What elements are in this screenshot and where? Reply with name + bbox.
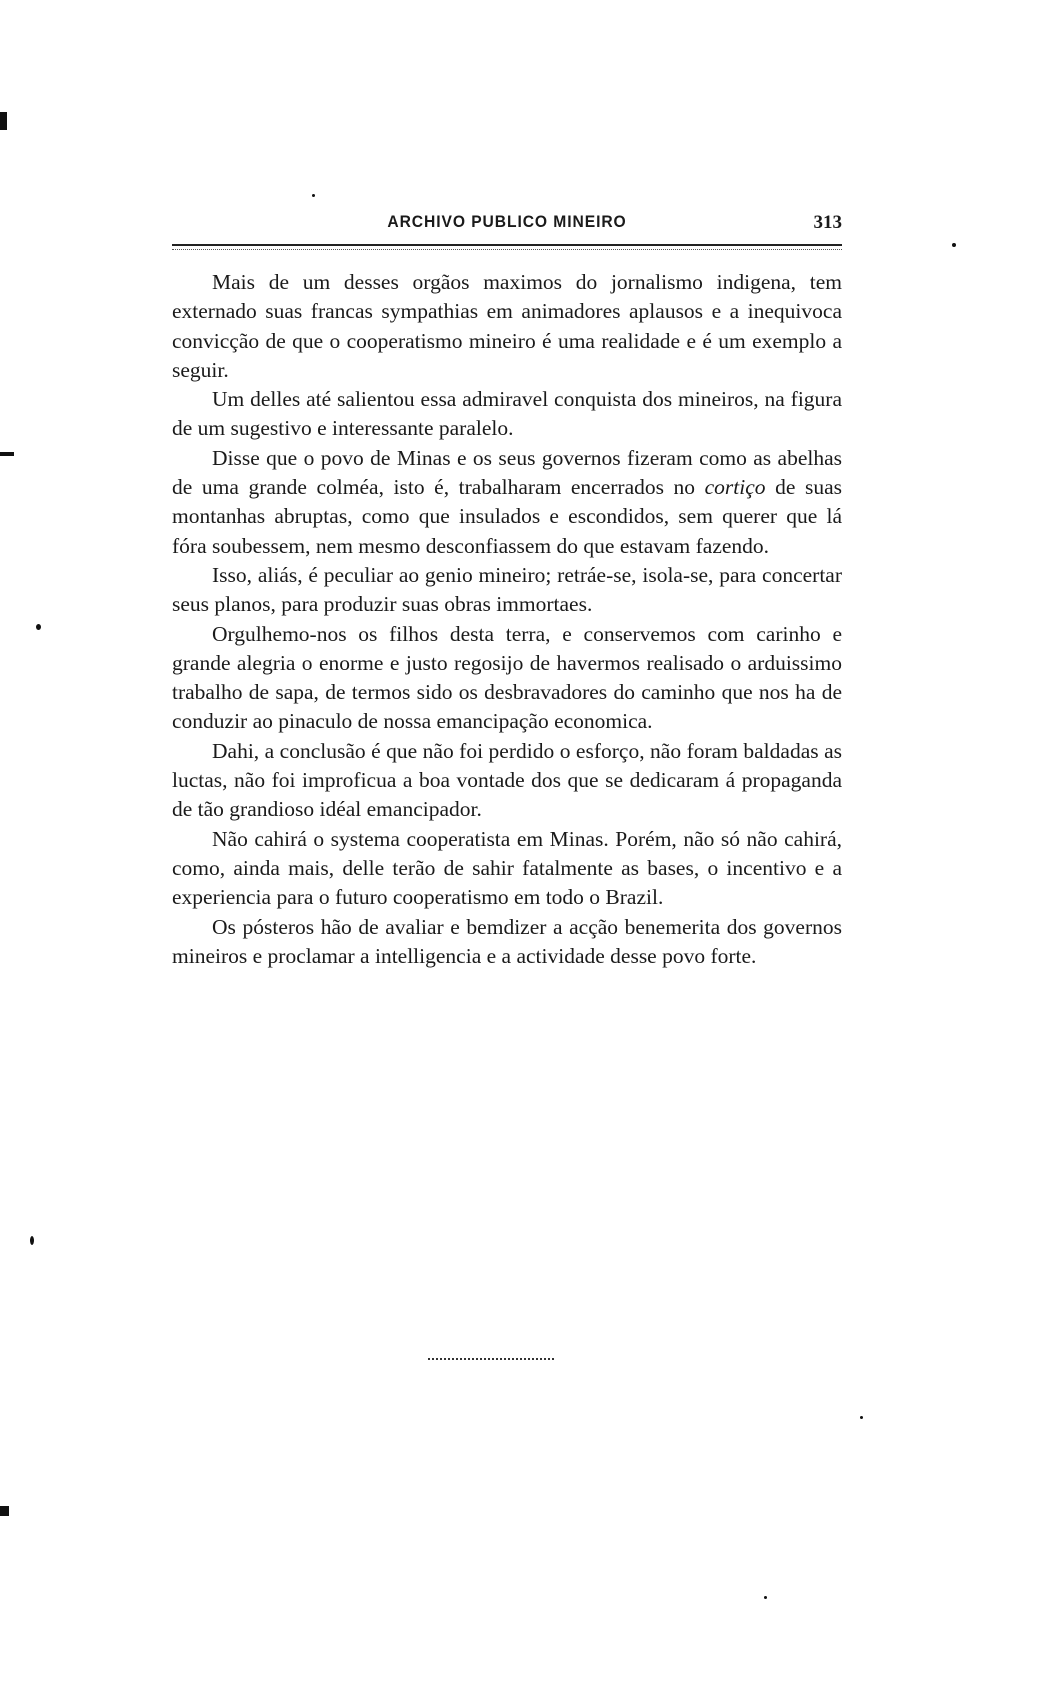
margin-speck (764, 1596, 767, 1599)
paragraph-8: Os pósteros hão de avaliar e bemdizer a acção benemerita dos governos mineiros e proclamar a intelligencia e a actividade desse povo forte. (172, 914, 842, 968)
left-edge-mark-bottom (0, 1506, 9, 1516)
paragraph-1: Mais de um desses orgãos maximos do jornalismo indigena, tem externado suas francas sympathias em animadores aplausos e a inequivoca convicção de que o cooperatismo mineiro é uma realidade e é um exemplo a seguir. (172, 270, 842, 382)
left-edge-mark-top (0, 112, 7, 130)
page-header (172, 212, 842, 242)
margin-speck (860, 1416, 863, 1419)
margin-speck (30, 1236, 34, 1245)
header-rule (172, 244, 842, 250)
margin-speck (312, 194, 315, 197)
paragraph-3-text-after: de suas montanhas abruptas, como que insulados e escondidos, sem querer que lá fóra soubessem, nem mesmo desconfiassem do que estavam fazendo. (172, 475, 842, 558)
paragraph-3-emphasis: cortiço (704, 475, 766, 500)
end-ornament-rule (428, 1358, 554, 1364)
article-body (172, 268, 842, 971)
running-title: ARCHIVO PUBLICO MINEIRO (387, 212, 627, 231)
paragraph-3-text-before: Disse que o povo de Minas e os seus governos fizeram como as abelhas de uma grande colméa, isto é, trabalharam encerrados no (172, 445, 842, 500)
paragraph-5: Orgulhemo-nos os filhos desta terra, e conservemos com carinho e grande alegria o enorme e justo regosijo de havermos realisado o arduissimo trabalho de sapa, de termos sido os desbravadores do caminho que nos ha de conduzir ao pinaculo de nossa emancipação economica. (172, 621, 842, 734)
margin-speck (952, 243, 956, 247)
paragraph-6: Dahi, a conclusão é que não foi perdido o esforço, não foram baldadas as luctas, não foi improficua a boa vontade dos que se dedicaram á propaganda de tão grandioso idéal emancipador. (172, 738, 842, 822)
paragraph-3 (172, 444, 842, 561)
paragraph-2: Um delles até salientou essa admiravel conquista dos mineiros, na figura de um sugestivo e interessante paralelo. (172, 387, 842, 441)
page-number: 313 (813, 212, 842, 233)
paragraph-4: Isso, aliás, é peculiar ao genio mineiro; retráe-se, isola-se, para concertar seus planos, para produzir suas obras immortaes. (172, 562, 842, 617)
left-edge-mark-middle (0, 452, 14, 456)
margin-speck (36, 624, 41, 630)
paragraph-7: Não cahirá o systema cooperatista em Minas. Porém, não só não cahirá, como, ainda mais, delle terão de sahir fatalmente as bases, o incentivo e a experiencia para o futuro cooperatismo em todo o Brazil. (172, 826, 842, 910)
